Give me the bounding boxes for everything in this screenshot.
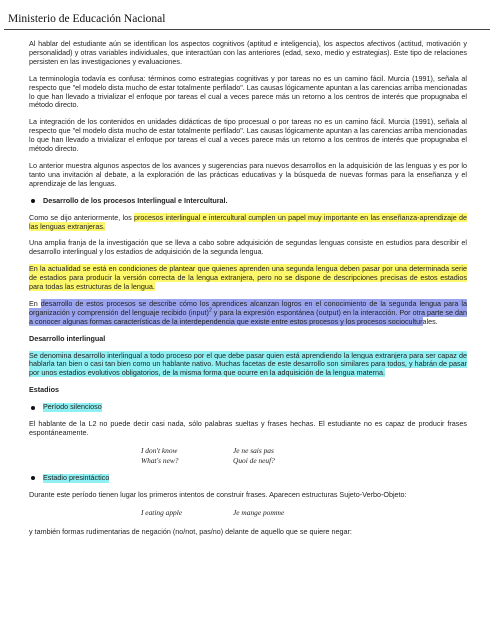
paragraph <box>29 300 467 327</box>
example-block <box>141 446 467 466</box>
list-item <box>29 474 467 483</box>
list-item <box>29 403 467 412</box>
example-english: What's new? <box>141 455 179 465</box>
paragraph: El hablante de la L2 no puede decir casi nada, sólo palabras sueltas y frases hechas. El estudiante no es capaz de producir frases espontáneamente. <box>29 419 467 437</box>
paragraph: Durante este período tienen lugar los primeros intentos de construir frases. Aparecen estructuras Sujeto-Verbo-Objeto: <box>29 489 407 499</box>
paragraph: Lo anterior muestra algunos aspectos de los avances y sugerencias para nuevos desarrollos en la adquisición de las lenguas y es por lo tanto una invitación al debate, a la exploración de las prácticas educativas y la búsqueda de nuevas formas para la enseñanza y el aprendizaje de las lenguas. <box>29 160 467 188</box>
highlight-cyan: Se denomina desarrollo interlingual a todo proceso por el que debe pasar quien está aprendiendo la lengua extranjera para ser capaz de hablarla tan bien o casi tan bien como un hablante nativo. Muchas facetas de este desarrollo son similares para todos, y habrán de pasar por unos estadios evolutivos obligatorios, de la misma forma que ocurre en la adquisición de la lengua materna. <box>29 350 467 378</box>
paragraph: Al hablar del estudiante aún se identifican los aspectos cognitivos (aptitud e inteligencia), los aspectos afectivos (actitud, motivación y personalidad) y otras variables individuales, que interactúan con las anteriores (edad, sexo, medio y estrategias). Este tipo de relaciones persisten en las investigaciones y evaluaciones. <box>29 39 467 66</box>
example-english: I don't know <box>141 445 178 455</box>
paragraph <box>29 352 467 379</box>
bullet-icon <box>31 476 35 480</box>
section-heading: Desarrollo interlingual <box>29 333 106 343</box>
bullet-icon <box>31 199 35 203</box>
highlight-cyan: Período silencioso <box>43 402 102 412</box>
example-french: Quoi de neuf? <box>233 455 275 465</box>
section-heading: Desarrollo de los procesos Interlingual e Intercultural. <box>43 195 228 205</box>
highlight-yellow: En la actualidad se está en condiciones de plantear que quienes aprenden una segunda lengua deben pasar por una determinada serie de estadios para producir la versión correcta de la lengua extranjera, pero no se dispone de descripciones precisas de estos estadios para todas las estructuras de la lengua. <box>29 264 467 292</box>
text-span: ales. <box>422 316 438 326</box>
example-row <box>141 456 467 466</box>
section-heading: Estadios <box>29 385 59 395</box>
document-body <box>29 40 467 545</box>
highlight-cyan: Estadio presintáctico <box>43 472 110 482</box>
example-row <box>141 508 467 518</box>
paragraph: Una amplia franja de la investigación que se lleva a cabo sobre adquisición de segundas lenguas consiste en estudios para describir el desarrollo interlingual y los estadios de adquisición de la segunda lengua. <box>29 238 467 257</box>
example-english: I eating apple <box>141 507 183 517</box>
text-span: desarrollo de estos procesos se describe cómo los aprendices alcanzan logros en el conocimiento de la segunda lengua para la organización y comprensión del lenguaje recibido (input) <box>29 298 467 317</box>
section-bullet <box>29 197 467 206</box>
paragraph <box>29 265 467 292</box>
text-span: y para la expresión espontánea (output) en la interacción. Por otra parte se dan a conocer algunas formas características de la interdependencia que existe entre estos procesos y los procesos sociocultur <box>29 307 467 326</box>
highlight-blue <box>29 299 467 326</box>
paragraph <box>29 214 467 232</box>
footnote-ref[interactable]: 2 <box>208 307 212 314</box>
bullet-icon <box>31 406 35 410</box>
example-french: Je ne sais pas <box>233 445 274 455</box>
paragraph: La terminología todavía es confusa: términos como estrategias cognitivas y por tareas no es un camino fácil. Murcia (1991), señala al respecto que "el modelo dista mucho de estar totalmente perfilado". Las causas lógicamente apuntan a las carencias arriba mencionadas lo que han llevado a trivializar el enfoque por tareas el cual a veces parece más un retorno a los centros de interés que propugnaba el método directo. <box>29 73 467 110</box>
page-header-title: Ministerio de Educación Nacional <box>8 13 166 25</box>
example-french: Je mange pomme <box>233 507 285 517</box>
header-divider <box>4 29 490 30</box>
example-row <box>141 446 467 456</box>
text-span: En <box>29 298 41 308</box>
text-span: Como se dijo anteriormente, los <box>29 212 135 222</box>
paragraph: y también formas rudimentarias de negación (no/not, pas/no) delante de aquello que se quiere negar: <box>29 526 352 536</box>
paragraph: La integración de los contenidos en unidades didácticas de tipo procesual o por tareas no es un camino fácil. Murcia (1991), señala al respecto que "el modelo dista mucho de estar totalmente perfilado". Las causas lógicamente apuntan a las carencias arriba mencionadas lo que han llevado a trivializar el enfoque por tareas el cual a veces parece más un retorno a los centros de interés que propugnaba el método directo. <box>29 117 467 154</box>
highlight-yellow: procesos interlingual e intercultural cumplen un papel muy importante en las enseñanza-aprendizaje de las lenguas extranjeras. <box>29 212 467 231</box>
